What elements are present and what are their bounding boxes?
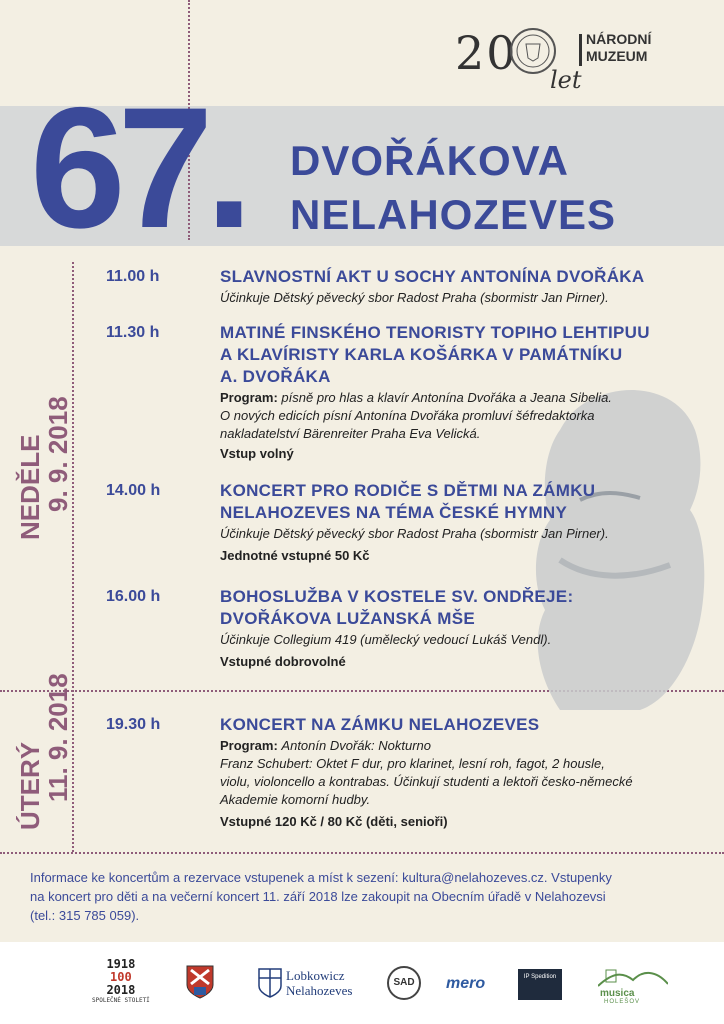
event-program-line4: Akademie komorní hudby. [220, 792, 371, 807]
footer-line2: na koncert pro děti a na večerní koncert 11. září 2018 lze zakoupit na Obecním úřadě v Nelahozevsi [30, 889, 606, 904]
event-entry: Vstup volný [220, 446, 294, 461]
program-label: Program: [220, 390, 278, 405]
program-text: písně pro hlas a klavír Antonína Dvořáka a Jeana Sibelia. [281, 390, 612, 405]
musica-holesov-logo [598, 966, 668, 1006]
day-name: NEDĚLE [15, 434, 45, 540]
logo-bar [579, 34, 582, 66]
event-title-line2: A KLAVÍRISTY KARLA KOŠÁRKA V PAMÁTNÍKU [220, 345, 623, 364]
event-program-line3: violu, violoncello a kontrabas. Účinkují studenti a lektoři česko-německé [220, 774, 633, 789]
event-time: 11.00 h [106, 268, 160, 285]
event-time: 14.00 h [106, 482, 161, 499]
program-text: Antonín Dvořák: Nokturno [281, 738, 431, 753]
event-title-line1: BOHOSLUŽBA V KOSTELE SV. ONDŘEJE: [220, 587, 574, 606]
footer-info [30, 868, 700, 925]
sad-logo: SAD [387, 966, 421, 1000]
day-date: 9. 9. 2018 [43, 396, 73, 512]
mero-logo: mero [446, 975, 486, 992]
centenary-caption: SPOLEČNÉ STOLETÍ [92, 997, 150, 1004]
event-title-line1: KONCERT PRO RODIČE S DĚTMI NA ZÁMKU [220, 481, 596, 500]
narodni-muzeum-logo [455, 26, 685, 98]
program-label: Program: [220, 738, 278, 753]
lobkowicz-text [286, 968, 352, 998]
event-title-line3: A. DVOŘÁKA [220, 367, 331, 386]
event-time: 16.00 h [106, 588, 161, 605]
event-program-line3: nakladatelství Bärenreiter Praha Eva Velická. [220, 426, 481, 441]
lobkowicz-crest-icon [258, 968, 282, 998]
day-name: ÚTERÝ [15, 741, 45, 830]
event-program-line1 [220, 388, 700, 407]
event-entry: Vstupné 120 Kč / 80 Kč (děti, senioři) [220, 814, 448, 829]
hills-icon [598, 966, 668, 988]
event-program-line2: O nových edicích písní Antonína Dvořáka promluví šéfredaktorka [220, 408, 595, 423]
event-program-line2: Franz Schubert: Oktet F dur, pro klarinet, lesní roh, fagot, 2 housle, [220, 756, 605, 771]
lobkowicz-logo [258, 968, 368, 1000]
festival-title-line2: NELAHOZEVES [290, 191, 617, 238]
event-performers: Účinkuje Collegium 419 (umělecký vedoucí Lukáš Vendl). [220, 632, 552, 647]
footer-line1: Informace ke koncertům a rezervace vstupenek a míst k sezení: kultura@nelahozeves.cz. Vstupenky [30, 870, 612, 885]
event-title-line1: MATINÉ FINSKÉHO TENORISTY TOPIHO LEHTIPUU [220, 323, 650, 342]
day-label-tuesday [16, 673, 72, 830]
event-entry: Vstupné dobrovolné [220, 654, 346, 669]
dotted-divider-footer [0, 852, 724, 854]
nelahozeves-crest-icon [186, 965, 214, 999]
event-title-line2: NELAHOZEVES NA TÉMA ČESKÉ HYMNY [220, 503, 568, 522]
footer-line3: (tel.: 315 785 059). [30, 908, 140, 923]
event-time: 11.30 h [106, 324, 160, 341]
centenary-logo [92, 958, 150, 1005]
event-performers: Účinkuje Dětský pěvecký sbor Radost Praha (sbormistr Jan Pirner). [220, 290, 609, 305]
event-entry: Jednotné vstupné 50 Kč [220, 548, 370, 563]
logo-let: let [550, 66, 582, 94]
musica-text: musica [600, 988, 635, 999]
centenary-100: 100 [110, 970, 132, 984]
festival-title-line1: DVOŘÁKOVA [290, 137, 569, 184]
event-performers: Účinkuje Dětský pěvecký sbor Radost Praha (sbormistr Jan Pirner). [220, 526, 609, 541]
lobkowicz-line2: Nelahozeves [286, 983, 353, 998]
event-title: KONCERT NA ZÁMKU NELAHOZEVES [220, 715, 540, 734]
ip-spedition-logo: IP Spedition [518, 969, 562, 1000]
event-title-line2: DVOŘÁKOVA LUŽANSKÁ MŠE [220, 609, 475, 628]
logo-line1: NÁRODNÍ [586, 31, 652, 47]
event-title: SLAVNOSTNÍ AKT U SOCHY ANTONÍNA DVOŘÁKA [220, 267, 645, 286]
event-program-line1 [220, 736, 700, 755]
day-date: 11. 9. 2018 [43, 673, 73, 802]
centenary-year1: 1918 [106, 957, 136, 971]
holesov-text: HOLEŠOV [604, 999, 641, 1005]
edition-number: 67. [30, 72, 246, 264]
logo-line2: MUZEUM [586, 48, 648, 64]
logo-number: 20 [455, 26, 518, 80]
event-time: 19.30 h [106, 716, 161, 733]
lobkowicz-line1: Lobkowicz [286, 968, 345, 983]
day-label-sunday [16, 396, 72, 540]
centenary-year2: 2018 [106, 983, 136, 997]
